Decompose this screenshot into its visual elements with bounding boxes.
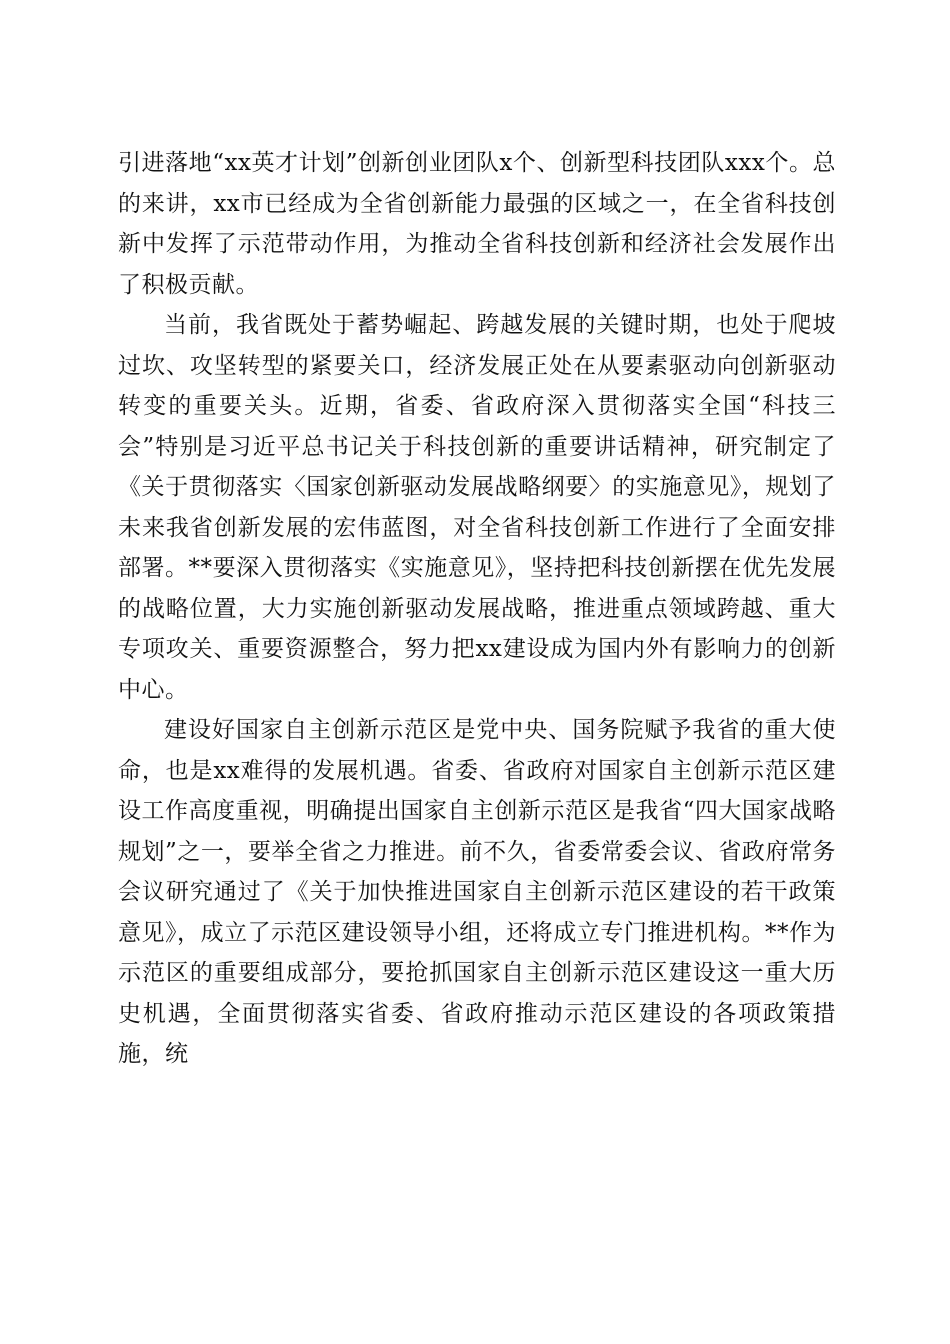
paragraph-demonstration-zone: 建设好国家自主创新示范区是党中央、国务院赋予我省的重大使命，也是xx难得的发展机遇。省委、省政府对国家自主创新示范区建设工作高度重视，明确提出国家自主创新示范区是我省“四大国家战略规划”之一，要举全省之力推进。前不久，省委常委会议、省政府常务会议研究通过了《关于加快推进国家自主创新示范区建设的若干政策意见》，成立了示范区建设领导小组，还将成立专门推进机构。**作为示范区的重要组成部分，要抢抓国家自主创新示范区建设这一重大历史机遇，全面贯彻落实省委、省政府推动示范区建设的各项政策措施，统 — [118, 717, 836, 1067]
document-body — [118, 143, 836, 1075]
paragraph-current-situation: 当前，我省既处于蓄势崛起、跨越发展的关键时期，也处于爬坡过坎、攻坚转型的紧要关口，经济发展正处在从要素驱动向创新驱动转变的重要关头。近期，省委、省政府深入贯彻落实全国“科技三会”特别是习近平总书记关于科技创新的重要讲话精神，研究制定了《关于贯彻落实〈国家创新驱动发展战略纲要〉的实施意见》，规划了未来我省创新发展的宏伟蓝图，对全省科技创新工作进行了全面安排部署。**要深入贯彻落实《实施意见》，坚持把科技创新摆在优先发展的战略位置，大力实施创新驱动发展战略，推进重点领域跨越、重大专项攻关、重要资源整合，努力把xx建设成为国内外有影响力的创新中心。 — [118, 312, 836, 703]
paragraph-continuation: 引进落地“xx英才计划”创新创业团队x个、创新型科技团队xxx个。总的来讲，xx市已经成为全省创新能力最强的区域之一，在全省科技创新中发挥了示范带动作用，为推动全省科技创新和经济社会发展作出了积极贡献。 — [118, 150, 836, 298]
